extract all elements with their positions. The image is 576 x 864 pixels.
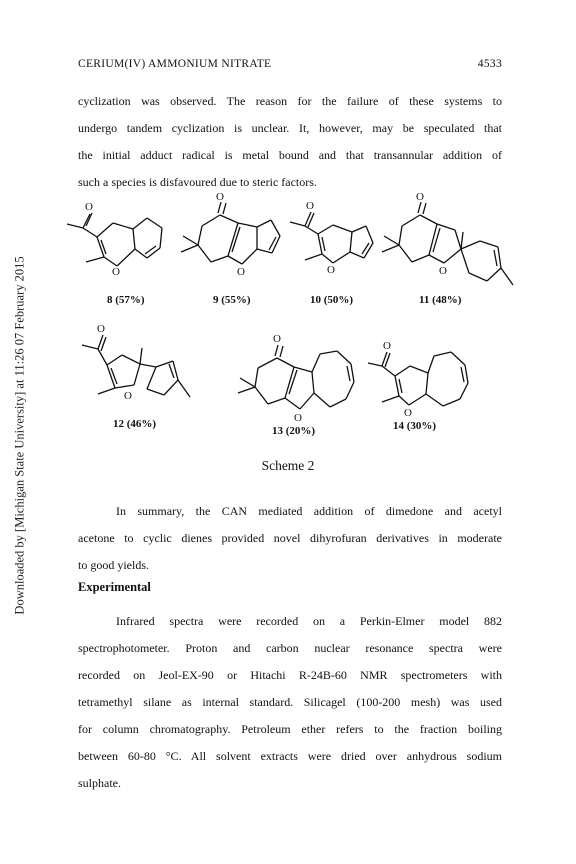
compound-10-structure: [290, 200, 373, 276]
compound-label-11: 11 (48%): [419, 294, 462, 306]
paragraph-experimental: [78, 608, 502, 797]
text-line: cyclization was observed. The reason for the failure of these systems to: [78, 94, 502, 108]
atom-O: O: [97, 323, 105, 335]
compound-label-9: 9 (55%): [213, 294, 251, 306]
compound-label-10: 10 (50%): [310, 294, 354, 306]
compound-13-structure: [238, 333, 354, 424]
scheme-caption: Scheme 2: [261, 458, 315, 473]
atom-O: O: [85, 201, 93, 213]
compound-12-structure: [82, 323, 190, 402]
compound-9-structure: [181, 191, 280, 278]
running-head-title: CERIUM(IV) AMMONIUM NITRATE: [78, 58, 272, 70]
text-line: between 60-80 °C. All solvent extracts were dried over anhydrous sodium: [78, 749, 502, 763]
compound-14-structure: [368, 340, 468, 419]
atom-O: O: [439, 265, 447, 277]
atom-O: O: [404, 407, 412, 419]
page-number: 4533: [477, 58, 502, 70]
text-line: such a species is disfavoured due to steric factors.: [78, 175, 317, 189]
text-line: In summary, the CAN mediated addition of dimedone and acetyl: [116, 504, 502, 518]
text-line: spectrophotometer. Proton and carbon nuclear resonance spectra were: [78, 641, 502, 655]
section-heading-experimental: Experimental: [78, 580, 151, 594]
atom-O: O: [124, 390, 132, 402]
atom-O: O: [216, 191, 224, 203]
download-watermark: Downloaded by [Michigan State University] at 11:26 07 February 2015: [12, 256, 27, 615]
compound-label-13: 13 (20%): [272, 425, 316, 437]
compound-label-12: 12 (46%): [113, 418, 157, 430]
text-line: Infrared spectra were recorded on a Perkin-Elmer model 882: [116, 614, 502, 628]
text-line: for column chromatography. Petroleum ether refers to the fraction boiling: [78, 722, 502, 736]
compound-label-8: 8 (57%): [107, 294, 145, 306]
atom-O: O: [112, 266, 120, 278]
text-line: undergo tandem cyclization is unclear. It, however, may be speculated that: [78, 121, 502, 135]
atom-O: O: [383, 340, 391, 352]
text-line: acetone to cyclic dienes provided novel dihyrofuran derivatives in moderate: [78, 531, 502, 545]
atom-O: O: [273, 333, 281, 345]
atom-O: O: [416, 191, 424, 203]
paragraph-summary: [78, 498, 502, 579]
atom-O: O: [327, 264, 335, 276]
compound-8-structure: [67, 201, 162, 278]
text-line: to good yields.: [78, 558, 149, 572]
compound-label-14: 14 (30%): [393, 420, 437, 432]
text-line: the initial adduct radical is metal bound and that transannular addition of: [78, 148, 502, 162]
compound-11-structure: [382, 191, 513, 285]
text-line: recorded on Jeol-EX-90 or Hitachi R-24B-60 NMR spectrometers with: [78, 668, 502, 682]
atom-O: O: [237, 266, 245, 278]
text-line: sulphate.: [78, 776, 121, 790]
atom-O: O: [294, 412, 302, 424]
text-line: tetramethyl silane as internal standard. Silicagel (100-200 mesh) was used: [78, 695, 502, 709]
atom-O: O: [306, 200, 314, 212]
